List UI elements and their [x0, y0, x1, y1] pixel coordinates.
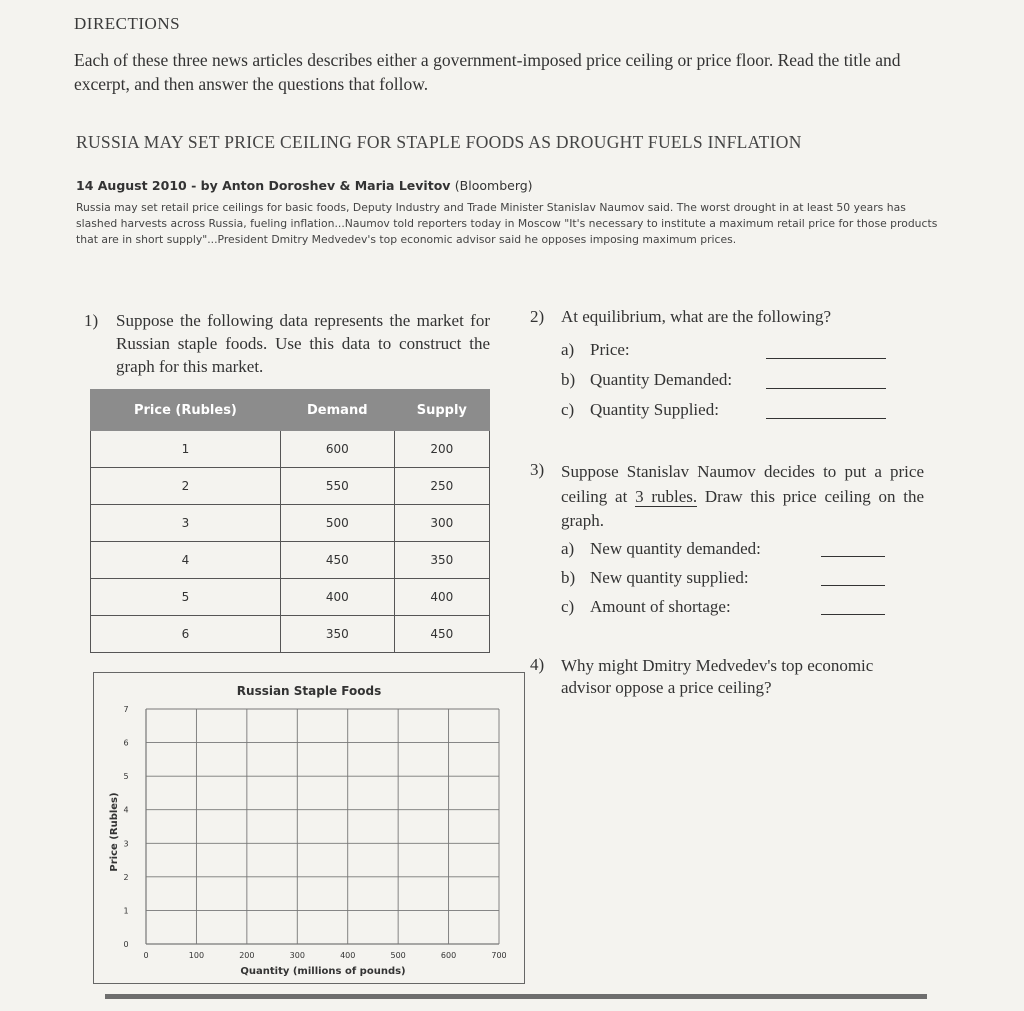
cell-demand: 450 [280, 542, 394, 579]
question-4-text: Why might Dmitry Medvedev's top economic advisor oppose a price ceiling? [561, 656, 874, 697]
cell-demand: 500 [280, 505, 394, 542]
question-1-number: 1) [84, 311, 99, 330]
article-headline: RUSSIA MAY SET PRICE CEILING FOR STAPLE FOODS AS DROUGHT FUELS INFLATION [76, 132, 802, 152]
x-tick-label: 700 [491, 951, 507, 960]
q3-item-letter: c) [561, 597, 575, 616]
cell-price: 3 [91, 505, 281, 542]
bottom-rule [105, 994, 927, 999]
q2-item-label: Price: [590, 340, 630, 359]
table-row [91, 505, 490, 542]
table-row [91, 616, 490, 653]
q2-item-label: Quantity Demanded: [590, 370, 733, 389]
q2-item-letter: a) [561, 340, 575, 359]
answer-blank-quantity-supplied[interactable] [766, 418, 886, 419]
answer-blank-shortage[interactable] [821, 614, 885, 615]
table-row [91, 542, 490, 579]
x-tick-label: 600 [440, 951, 457, 960]
q3-item-letter: b) [561, 568, 576, 587]
answer-blank-new-qs[interactable] [821, 585, 885, 586]
directions-text: Each of these three news articles describes either a government-imposed price ceiling or price floor. Read the title and excerpt, and then answer the questions that follow. [74, 50, 901, 94]
x-axis-label: Quantity (millions of pounds) [240, 966, 406, 977]
question-2-number: 2) [530, 307, 545, 326]
q3-item-label: Amount of shortage: [590, 597, 731, 616]
q3-item-letter: a) [561, 539, 575, 558]
question-3-text [561, 460, 924, 534]
x-tick-label: 200 [239, 951, 255, 960]
market-data-table [90, 389, 490, 653]
x-tick-label: 0 [143, 951, 149, 960]
byline-source: (Bloomberg) [454, 178, 533, 193]
cell-demand: 600 [280, 431, 394, 468]
q3-text-after: Draw this price ceiling on the graph. [561, 486, 925, 530]
y-tick-label: 4 [123, 805, 129, 815]
cell-supply: 300 [394, 505, 489, 542]
answer-blank-price[interactable] [766, 358, 886, 359]
byline-text: 14 August 2010 - by Anton Doroshev & Maria Levitov [76, 178, 451, 193]
article-excerpt: Russia may set retail price ceilings for basic foods, Deputy Industry and Trade Minister Stanislav Naumov said. The worst drought in at least 50 years has slashed harvests across Russia, fueling inflation...Naumov told reporters today in Moscow "It's necessary to institute a maximum retail price for those products that are in short supply"...President Dmitry Medvedev's top economic advisor said he opposes imposing maximum prices. [76, 201, 938, 246]
y-tick-label: 3 [123, 839, 129, 849]
cell-price: 5 [91, 579, 281, 616]
question-3-number: 3) [530, 460, 545, 479]
table-row [91, 579, 490, 616]
x-tick-label: 400 [340, 951, 356, 960]
cell-supply: 250 [394, 468, 489, 505]
y-tick-label: 0 [123, 940, 129, 949]
question-1 [84, 309, 490, 378]
question-1-text: Suppose the following data represents the market for Russian staple foods. Use this data to construct the graph for this market. [116, 311, 490, 376]
cell-price: 1 [91, 431, 281, 468]
y-tick-label: 2 [123, 872, 129, 882]
y-axis-label: Price (Rubles) [109, 792, 120, 872]
y-tick-label: 5 [123, 772, 129, 782]
cell-supply: 200 [394, 431, 489, 468]
answer-blank-new-qd[interactable] [821, 556, 885, 557]
header-price: Price (Rubles) [91, 390, 281, 431]
q3-text-before: Suppose Stanislav Naumov decides to put a price ceiling at [561, 462, 924, 506]
staple-foods-graph [93, 672, 525, 984]
answer-blank-quantity-demanded[interactable] [766, 388, 886, 389]
plot-area [123, 705, 506, 960]
q2-item-letter: c) [561, 400, 575, 419]
q3-item-label: New quantity demanded: [590, 539, 761, 558]
question-4-number: 4) [530, 655, 545, 674]
article-byline [76, 178, 533, 193]
directions-heading: DIRECTIONS [74, 14, 181, 33]
table-header-row [91, 390, 490, 431]
cell-demand: 550 [280, 468, 394, 505]
header-supply: Supply [394, 390, 489, 431]
q2-item-label: Quantity Supplied: [590, 400, 719, 419]
y-tick-label: 7 [123, 705, 129, 714]
question-2-prompt: At equilibrium, what are the following? [561, 307, 832, 326]
y-tick-label: 1 [123, 906, 129, 916]
cell-price: 2 [91, 468, 281, 505]
chart-title: Russian Staple Foods [236, 684, 382, 698]
cell-price: 6 [91, 616, 281, 653]
x-tick-label: 100 [188, 951, 205, 960]
q3-price-ceiling-value: 3 rubles. [635, 486, 698, 506]
header-demand: Demand [280, 390, 394, 431]
cell-supply: 350 [394, 542, 489, 579]
cell-demand: 350 [280, 616, 394, 653]
cell-price: 4 [91, 542, 281, 579]
table-row [91, 431, 490, 468]
q3-item-label: New quantity supplied: [590, 568, 749, 587]
table-row [91, 468, 490, 505]
cell-demand: 400 [280, 579, 394, 616]
cell-supply: 400 [394, 579, 489, 616]
chart-frame [94, 673, 525, 984]
q2-item-letter: b) [561, 370, 576, 389]
x-tick-label: 500 [390, 951, 406, 960]
y-tick-label: 6 [123, 738, 129, 748]
x-tick-label: 300 [289, 951, 305, 960]
cell-supply: 450 [394, 616, 489, 653]
